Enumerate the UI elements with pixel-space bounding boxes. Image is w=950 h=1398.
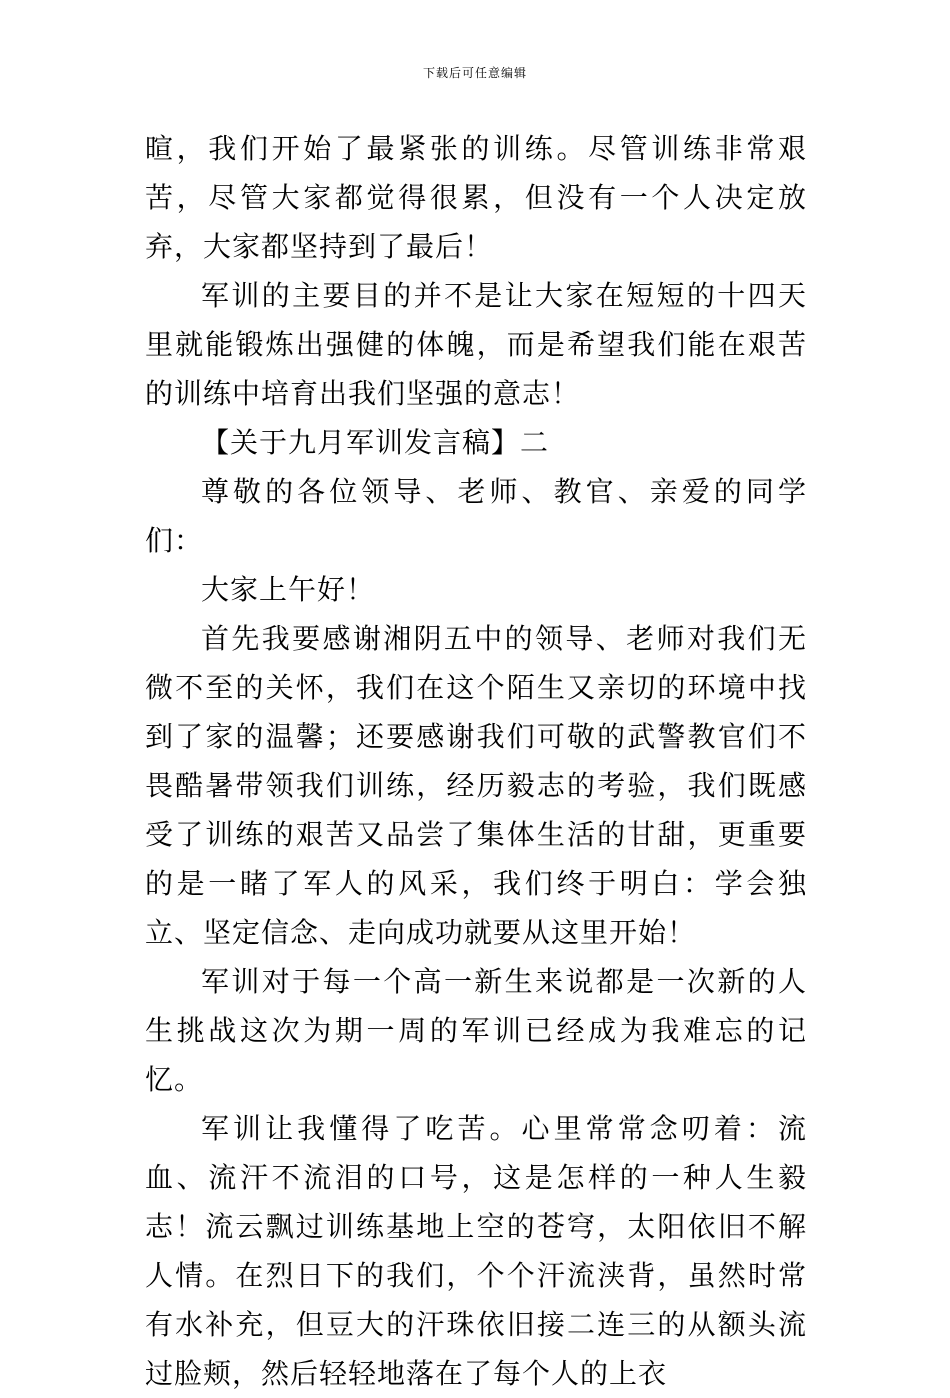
salutation: 尊敬的各位领导、老师、教官、亲爱的同学们： [145,475,807,557]
paragraph: 首先我要感谢湘阴五中的领导、老师对我们无微不至的关怀，我们在这个陌生又亲切的环境中找到了家的温馨；还要感谢我们可敬的武警教官们不畏酷暑带领我们训练，经历毅志的考验，我们既感受了训练的艰苦又品尝了集体生活的甘甜，更重要的是一睹了军人的风采，我们终于明白：学会独立、坚定信念、走向成功就要从这里开始！ [145,622,807,949]
greeting: 大家上午好！ [201,573,376,606]
page-header-note: 下载后可任意编辑 [422,66,527,80]
paragraph: 军训的主要目的并不是让大家在短短的十四天里就能锻炼出强健的体魄，而是希望我们能在艰苦的训练中培育出我们坚强的意志！ [145,279,807,410]
paragraph: 军训让我懂得了吃苦。心里常常念叨着：流血、流汗不流泪的口号，这是怎样的一种人生毅志！流云飘过训练基地上空的苍穹，太阳依旧不解人情。在烈日下的我们，个个汗流浃背，虽然时常有水补充，但豆大的汗珠依旧接二连三的从额头流过脸颊，然后轻轻地落在了每个人的上衣 [145,1112,807,1390]
document-body [145,124,807,1398]
section-heading: 【关于九月军训发言稿】二 [201,426,550,459]
paragraph: 暄，我们开始了最紧张的训练。尽管训练非常艰苦，尽管大家都觉得很累，但没有一个人决定放弃，大家都坚持到了最后！ [145,132,807,263]
paragraph: 军训对于每一个高一新生来说都是一次新的人生挑战这次为期一周的军训已经成为我难忘的记忆。 [145,965,807,1096]
